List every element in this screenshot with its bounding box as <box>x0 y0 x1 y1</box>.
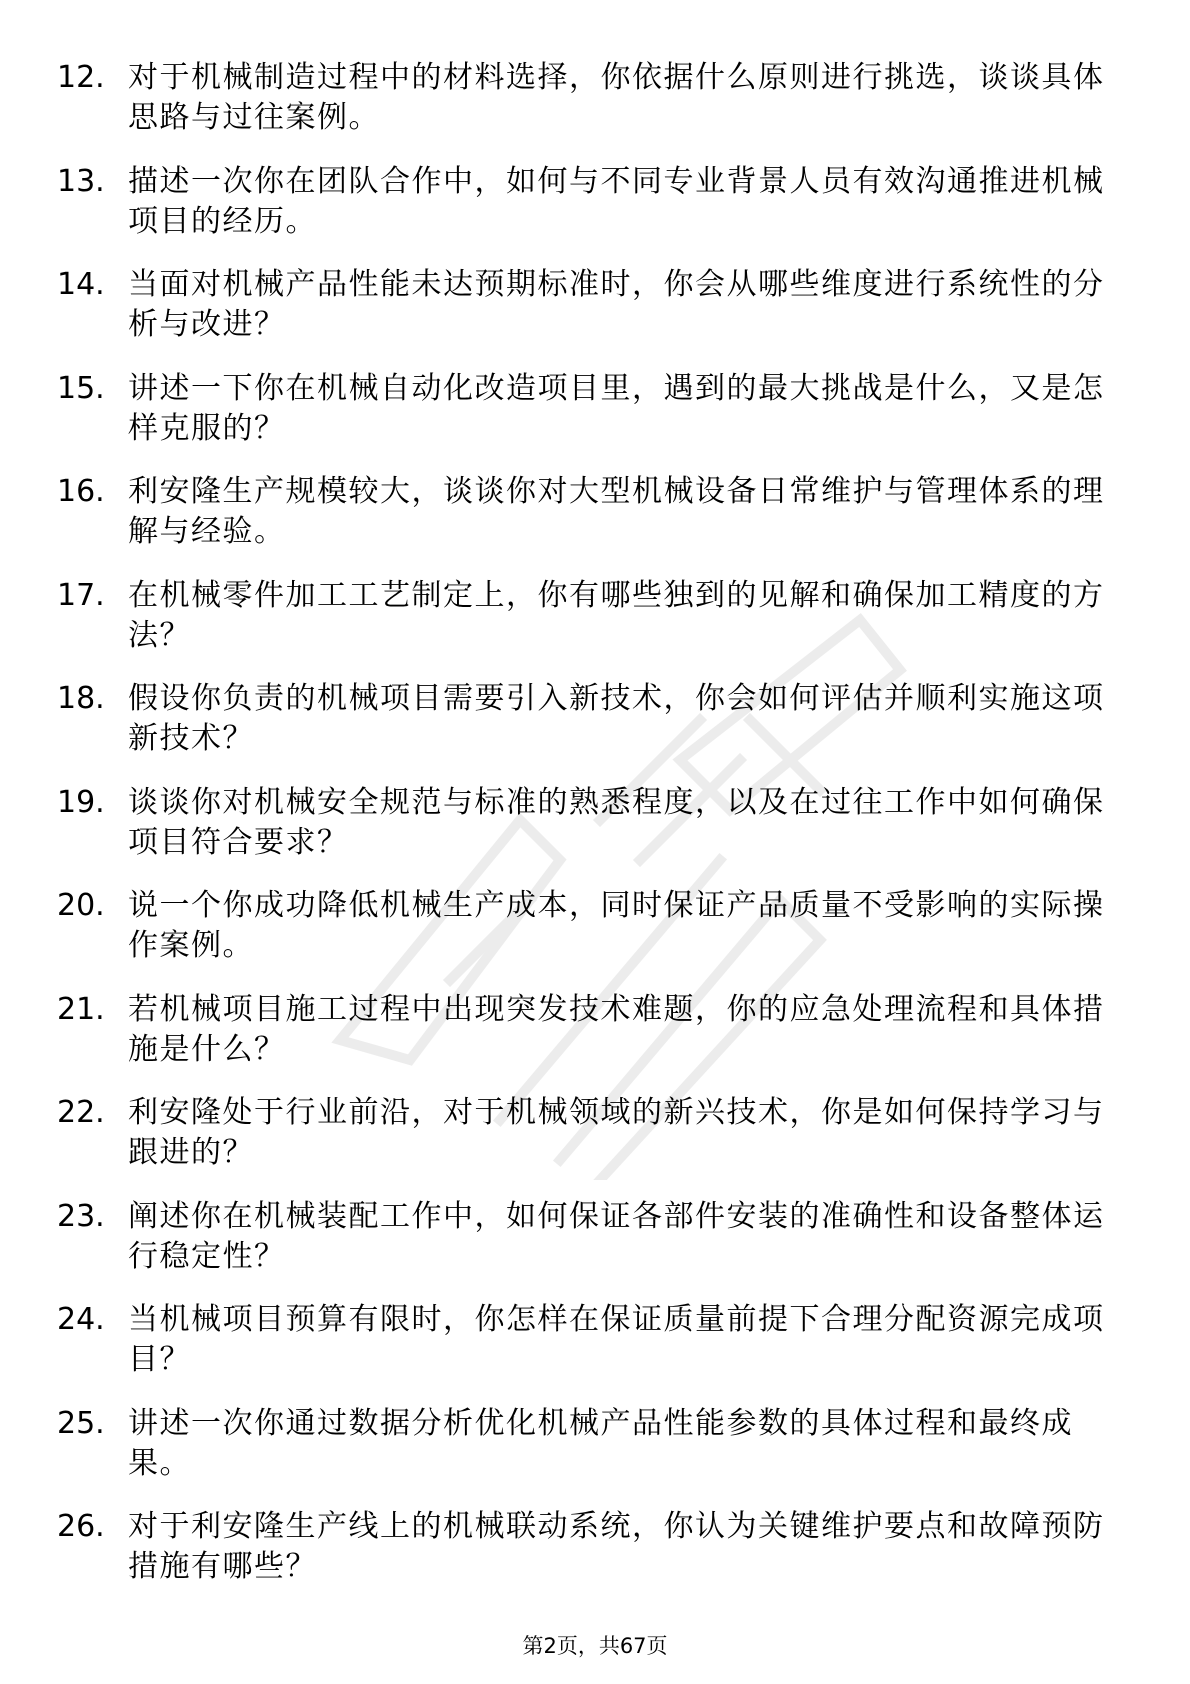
question-text: 当面对机械产品性能未达预期标准时，你会从哪些维度进行系统性的分析与改进？ <box>128 267 1105 342</box>
question-number: 24. <box>57 1302 105 1337</box>
question-text: 对于利安隆生产线上的机械联动系统，你认为关键维护要点和故障预防措施有哪些？ <box>128 1509 1105 1584</box>
question-text: 利安隆处于行业前沿，对于机械领域的新兴技术，你是如何保持学习与跟进的？ <box>128 1095 1105 1170</box>
page-footer: 第2页，共67页 <box>522 1634 668 1658</box>
question-number: 19. <box>57 784 105 820</box>
list-item <box>0 982 1190 1086</box>
question-number: 15. <box>57 370 105 406</box>
question-text: 当机械项目预算有限时，你怎样在保证质量前提下合理分配资源完成项目？ <box>128 1302 1105 1377</box>
question-number: 22. <box>57 1095 105 1130</box>
question-number: 14. <box>57 267 105 302</box>
list-item <box>0 50 1190 154</box>
question-text: 对于机械制造过程中的材料选择，你依据什么原则进行挑选，谈谈具体思路与过往案例。 <box>128 60 1105 135</box>
question-text: 阐述你在机械装配工作中，如何保证各部件安装的准确性和设备整体运行稳定性？ <box>128 1198 1105 1274</box>
question-text: 讲述一次你通过数据分析优化机械产品性能参数的具体过程和最终成果。 <box>128 1405 1073 1481</box>
question-list <box>0 50 1190 1603</box>
question-text: 谈谈你对机械安全规范与标准的熟悉程度，以及在过往工作中如何确保项目符合要求？ <box>128 784 1105 860</box>
question-number: 18. <box>57 681 105 716</box>
question-number: 20. <box>57 888 105 923</box>
list-item <box>0 878 1190 982</box>
list-item <box>0 361 1190 465</box>
list-item <box>0 1085 1190 1189</box>
list-item <box>0 1499 1190 1603</box>
list-item <box>0 1189 1190 1293</box>
question-number: 12. <box>57 60 105 95</box>
list-item <box>0 671 1190 775</box>
list-item <box>0 464 1190 568</box>
question-number: 21. <box>57 991 105 1027</box>
list-item <box>0 154 1190 258</box>
question-number: 26. <box>57 1509 105 1544</box>
question-text: 描述一次你在团队合作中，如何与不同专业背景人员有效沟通推进机械项目的经历。 <box>128 163 1105 239</box>
question-text: 假设你负责的机械项目需要引入新技术，你会如何评估并顺利实施这项新技术？ <box>128 681 1105 756</box>
question-text: 利安隆生产规模较大，谈谈你对大型机械设备日常维护与管理体系的理解与经验。 <box>128 474 1105 549</box>
question-number: 16. <box>57 474 105 509</box>
question-number: 13. <box>57 163 105 199</box>
list-item <box>0 257 1190 361</box>
list-item <box>0 1396 1190 1500</box>
list-item <box>0 568 1190 672</box>
question-text: 说一个你成功降低机械生产成本，同时保证产品质量不受影响的实际操作案例。 <box>128 888 1105 963</box>
question-number: 25. <box>57 1405 105 1441</box>
question-number: 23. <box>57 1198 105 1234</box>
list-item <box>0 1292 1190 1396</box>
question-text: 在机械零件加工工艺制定上，你有哪些独到的见解和确保加工精度的方法？ <box>128 577 1105 653</box>
list-item <box>0 775 1190 879</box>
question-text: 讲述一下你在机械自动化改造项目里，遇到的最大挑战是什么，又是怎样克服的？ <box>128 370 1105 446</box>
question-text: 若机械项目施工过程中出现突发技术难题，你的应急处理流程和具体措施是什么？ <box>128 991 1105 1067</box>
question-number: 17. <box>57 577 105 613</box>
